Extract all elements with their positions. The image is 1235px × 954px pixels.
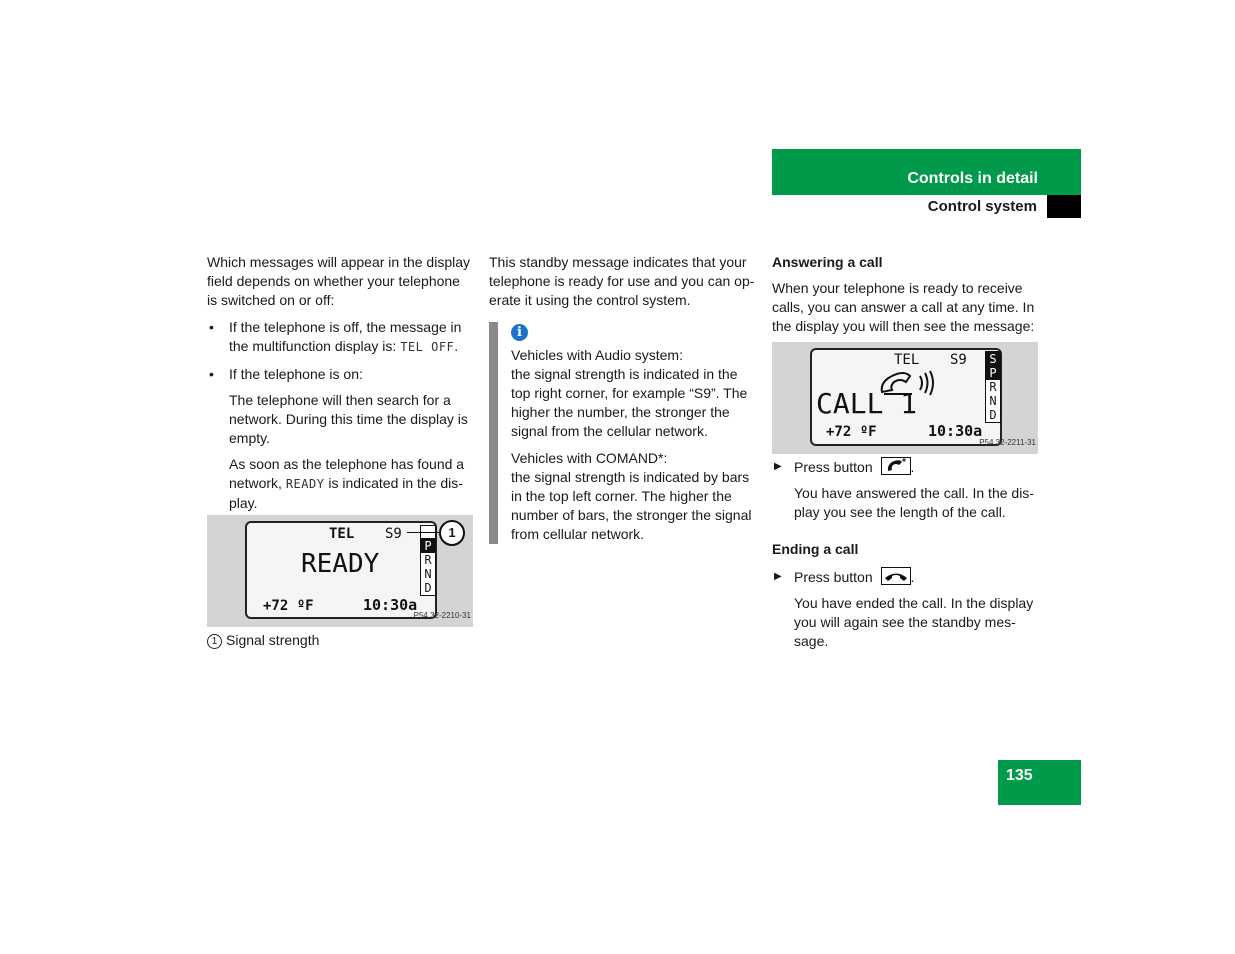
image-caption [207, 631, 473, 650]
header-marker [1047, 195, 1081, 218]
code-tel-off: TEL OFF [400, 340, 455, 354]
step-arrow-icon: ▶ [774, 461, 782, 472]
lcd-signal: S9 [950, 352, 967, 368]
lcd-time: 10:30a [363, 596, 418, 614]
search-paragraph: The telephone will then search for a network. During this time the display is empty. [229, 392, 468, 446]
comand-text: the signal strength is indicated by bars in the top left corner. The higher the number of bars, the stronger the signal from cellular network. [511, 469, 752, 542]
image-ref: P54.32-2210-31 [413, 611, 471, 620]
answer-steps [772, 457, 1040, 651]
punctuation: . [454, 338, 459, 354]
bullet-text: If the telephone is off, the message in the multifunction display is: [229, 319, 462, 354]
callout-line [407, 532, 439, 533]
callout-1: 1 [439, 520, 465, 546]
standby-text: This standby message indicates that your telephone is ready for use and you can op-erate it using the control system. [489, 254, 755, 308]
image-ref: P54.32-2211-31 [979, 438, 1036, 447]
answer-step [772, 457, 1040, 477]
column-1 [207, 253, 473, 513]
caption-number: 1 [207, 634, 222, 649]
lcd-time: 10:30a [928, 422, 983, 440]
gear-indicator [985, 351, 1001, 423]
phone-answer-button-icon [881, 457, 911, 475]
lcd-tel: TEL [894, 352, 920, 368]
audio-text: the signal strength is indicated in the top right corner, for example “S9”. The higher the number, the stronger the signal from the cellular network. [511, 366, 748, 439]
list-item [207, 318, 473, 357]
page-number-box [998, 760, 1081, 805]
section-title: Controls in detail [907, 170, 1038, 187]
info-icon: i [511, 324, 528, 341]
gear-p: P [421, 539, 435, 553]
info-sidebar [489, 322, 498, 544]
gear-s: S [986, 352, 1000, 366]
found-paragraph [207, 455, 473, 513]
gear-p: P [986, 366, 1000, 380]
bullet-icon: • [209, 319, 214, 335]
end-step [772, 567, 1040, 587]
punctuation: . [910, 459, 915, 475]
section-header [772, 149, 1081, 195]
display-ready-image [207, 515, 473, 627]
comand-title: Vehicles with COMAND*: [511, 450, 668, 466]
text: is indicated in the dis-play. [229, 475, 463, 511]
text: As soon as the telephone has found a network, [229, 456, 465, 491]
gear-d: D [989, 408, 997, 422]
audio-title: Vehicles with Audio system: [511, 347, 683, 363]
subsection-title: Control system [927, 198, 1037, 215]
bullet-text: If the telephone is on: [229, 366, 363, 382]
gear-n: N [989, 394, 997, 408]
lcd-tel: TEL [329, 526, 355, 542]
column-2 [489, 253, 757, 310]
gear-indicator [420, 525, 436, 596]
lcd-temperature: +72 ºF [263, 598, 314, 614]
column-3 [772, 253, 1040, 336]
caption-text: Signal strength [226, 632, 320, 648]
code-ready: READY [285, 477, 325, 491]
answer-heading: Answering a call [772, 254, 883, 270]
gear-d: D [424, 581, 432, 595]
bullet-icon: • [209, 366, 214, 382]
end-heading: Ending a call [772, 541, 859, 557]
intro-text: Which messages will appear in the display field depends on whether your telephone is switched on or off: [207, 254, 471, 308]
lcd-message: READY [301, 549, 380, 579]
gear-r: R [424, 553, 432, 567]
display-call-image [772, 342, 1038, 454]
lcd-message: CALL 1 [816, 387, 918, 420]
list-item [207, 365, 473, 384]
step-arrow-icon: ▶ [774, 571, 782, 582]
info-box [511, 322, 757, 544]
step-text: Press button [794, 459, 873, 475]
end-result: You have ended the call. In the display you will again see the standby mes-sage. [794, 595, 1034, 649]
lcd-temperature: +72 ºF [826, 424, 877, 440]
punctuation: . [910, 569, 915, 585]
page-number: 135 [1006, 767, 1033, 784]
gear-r: R [989, 380, 997, 394]
step-text: Press button [794, 569, 873, 585]
answer-result: You have answered the call. In the dis-play you see the length of the call. [794, 485, 1034, 520]
answer-intro: When your telephone is ready to receive calls, you can answer a call at any time. In the display you will then see the message: [772, 280, 1035, 334]
phone-hangup-button-icon [881, 567, 911, 585]
lcd-signal: S9 [385, 526, 402, 542]
gear-n: N [424, 567, 432, 581]
